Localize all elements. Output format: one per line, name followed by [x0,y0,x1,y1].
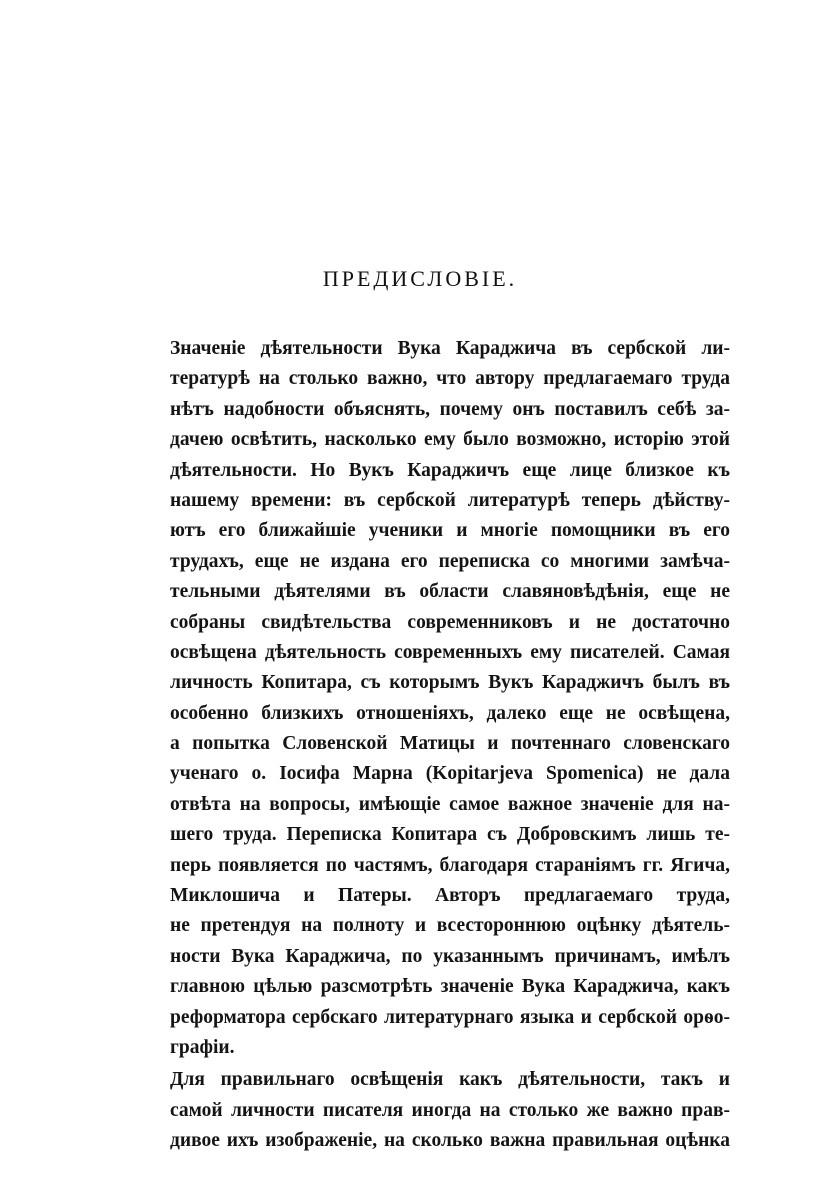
paragraph-1-line: Миклошича и Патеры. Авторъ предлагаемаго труда, [170,885,730,907]
paragraph-1-line: нѣтъ надобности объяснять, почему онъ поставилъ себѣ за- [170,398,730,420]
paragraph-2-line: Для правильнаго освѣщенія какъ дѣятельности, такъ и [170,1069,730,1091]
paragraph-1-line: дѣятельности. Но Вукъ Караджичъ еще лице близкое къ [170,459,730,481]
paragraph-1-line: особенно близкихъ отношеніяхъ, далеко еще не освѣщена, [170,702,730,724]
paragraph-1-line: тельными дѣятелями въ области славяновѣдѣнія, еще не [170,581,730,603]
paragraph-1-line: ности Вука Караджича, по указаннымъ причинамъ, имѣлъ [170,945,730,967]
paragraph-1-line: перь появляется по частямъ, благодаря стараніямъ гг. Ягича, [170,854,730,876]
paragraph-1-line: шего труда. Переписка Копитара съ Добровскимъ лишь те- [170,824,730,846]
paragraph-1-line: дачею освѣтить, насколько ему было возможно, исторію этой [170,429,730,451]
body-text [170,334,730,1157]
paragraph-1-line: освѣщена дѣятельность современныхъ ему писателей. Самая [170,641,730,663]
paragraph-2-line: самой личности писателя иногда на столько же важно прав- [170,1099,730,1121]
paragraph-1-line: графіи. [170,1036,235,1058]
paragraph-1-line: собраны свидѣтельства современниковъ и не достаточно [170,611,730,633]
paragraph-1-line: ученаго о. Іосифа Марна (Kopitarjeva Spomenica) не дала [170,763,730,785]
paragraph-1-line: реформатора сербскаго литературнаго языка и сербской орѳо- [170,1006,730,1028]
paragraph-1-line: трудахъ, еще не издана его переписка со многими замѣча- [170,550,730,572]
paragraph-1-line: а попытка Словенской Матицы и почтеннаго словенскаго [170,733,730,755]
paragraph-1-line: ютъ его ближайшіе ученики и многіе помощники въ его [170,520,730,542]
paragraph-2-line: дивое ихъ изображеніе, на сколько важна правильная оцѣнка [170,1130,730,1152]
paragraph-1-line: не претендуя на полноту и всестороннюю оцѣнку дѣятель- [170,915,730,937]
paragraph-1-line: личность Копитара, съ которымъ Вукъ Караджичъ былъ въ [170,672,730,694]
page-title: ПРЕДИСЛОВІЕ. [322,266,518,291]
paragraph-1-line: тературѣ на столько важно, что автору предлагаемаго труда [170,368,730,390]
paragraph-1-line: главною цѣлью разсмотрѣть значеніе Вука Караджича, какъ [170,976,730,998]
paragraph-1-line: отвѣта на вопросы, имѣющіе самое важное значеніе для на- [170,793,730,815]
paragraph-1-line: Значеніе дѣятельности Вука Караджича въ сербской ли- [170,338,730,359]
paragraph-1-line: нашему времени: въ сербской литературѣ теперь дѣйству- [170,489,730,511]
